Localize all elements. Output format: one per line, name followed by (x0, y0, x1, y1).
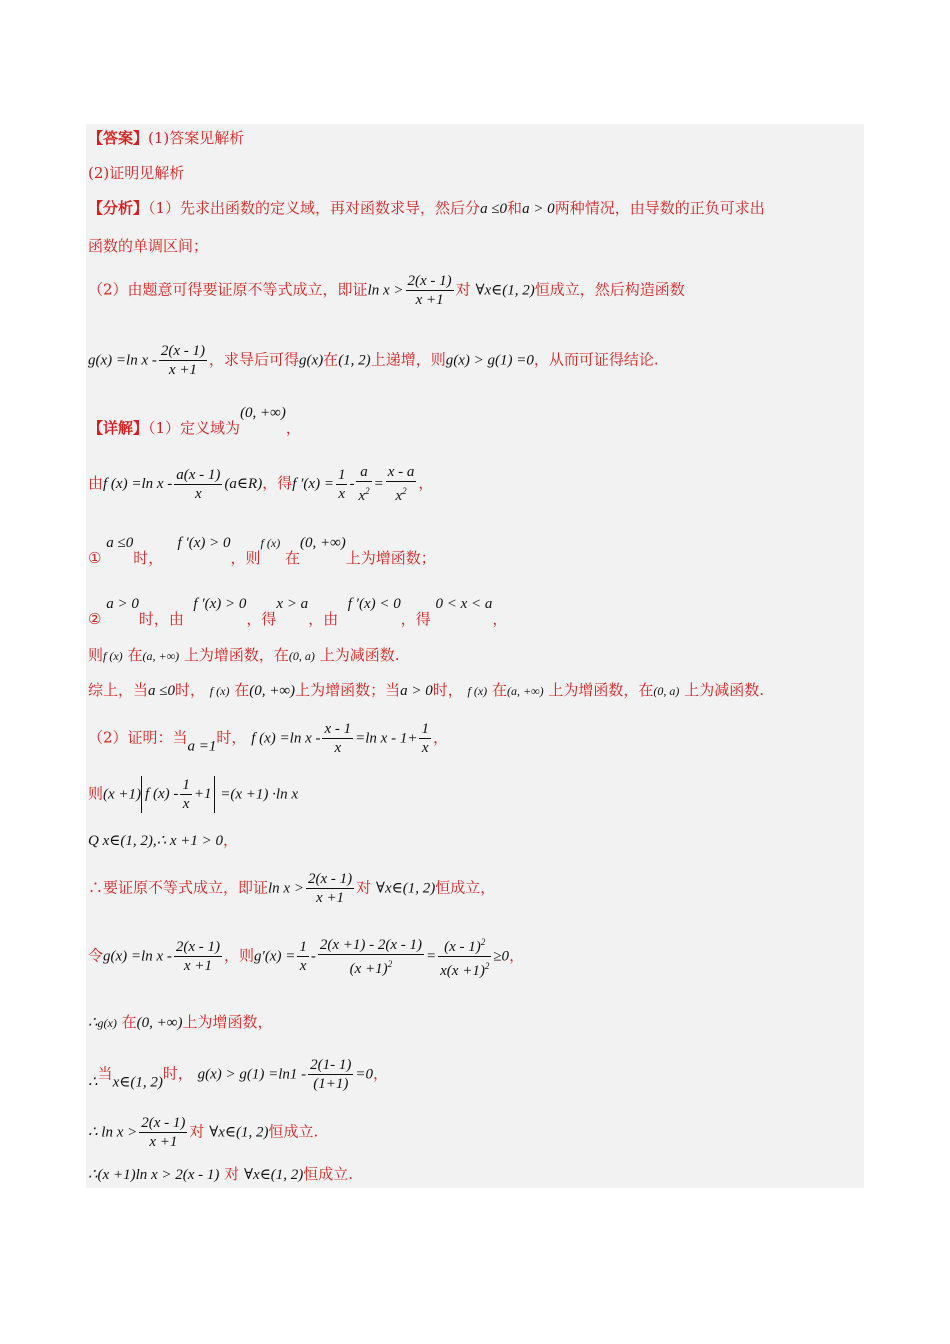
math-a-le-0: a ≤0 (480, 201, 508, 217)
detail-text: 由 (88, 474, 104, 492)
math-fraction: $\frac{x - 1}{x}$ (324, 721, 352, 756)
detail-text: 在 (234, 681, 250, 699)
detail-text: ， (492, 610, 508, 628)
math-forall: ∀x∈(1, 2) (243, 1167, 304, 1183)
math-ln-x: ln x > (367, 282, 404, 299)
detail-text: ， (509, 946, 525, 965)
math-fraction: $\frac{1}{x}$ (421, 721, 429, 756)
math-fx: f (x) (103, 649, 123, 663)
math-a-gt-0: a > 0 (106, 596, 139, 612)
math-f2: f (x) =ln x - (251, 730, 321, 747)
detail-text: 当 (97, 1064, 113, 1083)
analysis-text: 函数的单调区间； (88, 237, 209, 255)
math-fraction: $\frac{(x - 1)^2}{x(x +1)^2}$ (438, 933, 491, 980)
math-f2-tail: =ln x - 1+ (355, 730, 418, 747)
math-fx: f (x) (467, 684, 488, 698)
math-final: ∴(x +1)ln x > 2(x - 1) (88, 1167, 220, 1183)
math-fraction: $\frac{2(x - 1)}{x +1}$ (407, 273, 452, 308)
detail-text: 在 (127, 646, 143, 664)
math-therefore: ∴ (88, 1074, 98, 1091)
detail-then-bracket (88, 776, 298, 813)
math-bracket: f (x) - $\frac{1}{x}$ +1 (141, 776, 215, 813)
math-because: Q x∈(1, 2),∴ x +1 > 0 (88, 833, 224, 849)
math-zero-x-a: 0 < x < a (435, 596, 493, 612)
detail-text: 上为减函数. (319, 646, 400, 664)
math-therefore: ∴ (88, 1015, 98, 1031)
math-fprime-pos: f ′(x) > 0 (193, 596, 247, 612)
detail-case-2 (88, 594, 507, 629)
detail-need (88, 870, 495, 907)
detail-text: 上为增函数；当 (295, 681, 401, 699)
math-gx: g(x) (299, 352, 324, 369)
detail-text: 在 (284, 549, 300, 567)
detail-text: 时， (162, 1064, 193, 1083)
math-fprime-pos: f ′(x) > 0 (177, 535, 231, 551)
math-lhs: (x +1) (103, 786, 142, 803)
math-minus: - (349, 476, 355, 492)
analysis-text: 恒成立，然后构造函数 (534, 280, 685, 299)
analysis-line-2 (88, 236, 208, 256)
math-eq: = (373, 476, 384, 492)
detail-text: 时， (432, 681, 463, 699)
answer-tag: 【答案】 (88, 129, 149, 147)
math-fraction: $\frac{2(x - 1)}{x +1}$ (175, 939, 221, 974)
math-fx: f (x) (209, 684, 230, 698)
detail-text: ，得 (246, 610, 277, 628)
math-g1: g(x) > g(1) =ln1 - (197, 1066, 307, 1083)
detail-text: ， (285, 419, 301, 437)
analysis-text: （1）先求出函数的定义域，再对函数求导，然后分 (148, 199, 481, 217)
detail-text: ，得 (262, 474, 293, 492)
answer-line-2 (88, 163, 184, 183)
math-eq0: =0 (355, 1066, 374, 1083)
analysis-text: 在 (323, 350, 339, 369)
math-lhs2: ∴ ln x > (88, 1124, 138, 1141)
analysis-text: 和 (507, 199, 523, 217)
math-domain: (0, +∞) (249, 683, 296, 699)
detail-text: ， (418, 474, 434, 492)
detail-text: 则 (88, 784, 104, 803)
math-fraction: $\frac{2(1- 1)}{(1+1)}$ (310, 1057, 352, 1092)
analysis-line-3 (88, 272, 685, 309)
math-a-inf: (a, +∞) (506, 684, 544, 698)
analysis-text: （2）由题意可得要证原不等式成立，即证 (88, 280, 368, 299)
math-fraction: $\frac{a}{x^2}$ (358, 464, 370, 504)
detail-text: 恒成立， (435, 878, 496, 897)
math-fraction: $\frac{1}{x}$ (299, 939, 307, 974)
math-a-le-0: a ≤0 (148, 683, 175, 699)
detail-text: 上为减函数. (684, 681, 764, 699)
detail-conclusion-1 (88, 1114, 318, 1151)
math-fraction: $\frac{x - a}{x^2}$ (387, 464, 415, 504)
detail-case-1 (88, 533, 436, 568)
detail-text: 时， (175, 681, 206, 699)
math-aR: (a∈R) (224, 476, 263, 492)
detail-conclusion-2 (88, 1164, 353, 1185)
detail-text: 上为增函数，在 (183, 646, 289, 664)
math-a-gt-0: a > 0 (522, 201, 555, 217)
math-domain: (0, +∞) (240, 405, 286, 421)
answer-part2: (2)证明见解析 (88, 164, 185, 182)
math-fraction: $\frac{a(x - 1)}{x}$ (176, 466, 221, 502)
detail-text: 在 (121, 1013, 137, 1031)
detail-text: 恒成立. (303, 1165, 354, 1183)
detail-text: 时，由 (138, 610, 184, 628)
detail-text: ∴要证原不等式成立，即证 (88, 878, 269, 897)
case-mark: ② (88, 610, 102, 628)
math-fprime-neg: f ′(x) < 0 (347, 596, 401, 612)
math-a-eq-1: a =1 (187, 738, 217, 755)
detail-text: 对 (189, 1122, 205, 1141)
math-domain: (0, +∞) (136, 1015, 183, 1031)
detail-text: 上为增函数； (345, 549, 436, 567)
math-fraction: $\frac{2(x +1) - 2(x - 1)}{(x +1)^2}$ (319, 936, 423, 977)
detail-line-then (88, 645, 399, 666)
detail-tag: 【详解】 (88, 419, 149, 437)
math-eq: = (426, 948, 437, 965)
math-fraction: $\frac{2(x - 1)}{x +1}$ (160, 343, 205, 378)
math-ge0: ≥0 (493, 948, 510, 965)
math-x-gt-a: x > a (276, 596, 309, 612)
detail-text: ， (373, 1064, 389, 1083)
detail-line-2 (88, 463, 433, 505)
detail-text: 恒成立. (268, 1122, 319, 1141)
math-rhs: =(x +1) ·ln x (220, 786, 298, 803)
detail-text: ，由 (308, 610, 339, 628)
math-forall: ∀x∈(1, 2) (375, 880, 436, 897)
detail-line-1 (88, 403, 301, 438)
detail-text: 在 (491, 681, 507, 699)
analysis-line-1 (88, 198, 765, 219)
math-forall: ∀x∈(1, 2) (475, 282, 535, 299)
detail-text: 上为增函数，在 (548, 681, 654, 699)
math-g-ineq: g(x) > g(1) =0 (445, 352, 534, 369)
math-fraction: $\frac{2(x - 1)}{x +1}$ (141, 1115, 186, 1150)
math-gx: g(x) (97, 1016, 117, 1030)
analysis-text: ，求导后可得 (209, 350, 300, 369)
math-a-le-0: a ≤0 (106, 535, 134, 551)
math-interval: (1, 2) (338, 352, 371, 369)
detail-because (88, 830, 238, 851)
math-f-def: f (x) =ln x - (103, 476, 173, 492)
answer-line-1 (88, 128, 244, 148)
detail-g-increasing (88, 1012, 273, 1033)
math-domain: (0, +∞) (299, 535, 346, 551)
math-zero-a: (0, a) (653, 684, 680, 698)
detail-text: （1）定义域为 (148, 419, 241, 437)
math-forall: ∀x∈(1, 2) (209, 1124, 269, 1141)
math-fraction: $\frac{2(x - 1)}{x +1}$ (307, 871, 353, 906)
math-ln-x: ln x > (268, 880, 304, 897)
math-zero-a: (0, a) (288, 649, 315, 663)
analysis-text: 上递增，则 (370, 350, 446, 369)
detail-summary (88, 680, 764, 701)
detail-text: ，则 (224, 946, 255, 965)
detail-text: 对 (224, 1165, 240, 1183)
detail-text: 则 (88, 646, 104, 664)
detail-text: 时， (133, 549, 164, 567)
math-fprime: f ′(x) = (292, 476, 334, 492)
detail-let-g (88, 933, 524, 980)
analysis-text: 对 (455, 280, 471, 299)
analysis-tag: 【分析】 (88, 199, 149, 217)
detail-part2 (88, 720, 448, 757)
math-g-def: g(x) =ln x - (103, 948, 172, 965)
analysis-line-4 (88, 342, 659, 379)
analysis-text: ，从而可证得结论. (533, 350, 659, 369)
detail-text: ，得 (400, 610, 431, 628)
math-x-in: x∈(1, 2) (112, 1074, 163, 1091)
detail-text: ，则 (230, 549, 261, 567)
math-minus: - (310, 948, 316, 965)
detail-text: 综上，当 (88, 681, 149, 699)
detail-text: 上为增函数， (182, 1013, 273, 1031)
answer-part1: (1)答案见解析 (148, 129, 245, 147)
math-a-inf: (a, +∞) (142, 649, 180, 663)
detail-text: 时， (216, 728, 247, 747)
math-a-gt-0: a > 0 (400, 683, 433, 699)
analysis-text: 两种情况，由导数的正负可求出 (554, 199, 765, 217)
detail-text: 令 (88, 946, 104, 965)
math-fraction: $\frac{1}{x}$ (337, 466, 346, 502)
detail-text: ， (432, 728, 448, 747)
detail-text: （2）证明：当 (88, 728, 188, 747)
math-gprime: g′(x) = (254, 948, 296, 965)
case-mark: ① (88, 549, 102, 567)
math-fx: f (x) (260, 536, 281, 550)
detail-text: 对 (356, 878, 372, 897)
detail-text: ， (223, 831, 239, 849)
math-g-def: g(x) =ln x - (88, 352, 157, 369)
detail-when (88, 1056, 388, 1093)
